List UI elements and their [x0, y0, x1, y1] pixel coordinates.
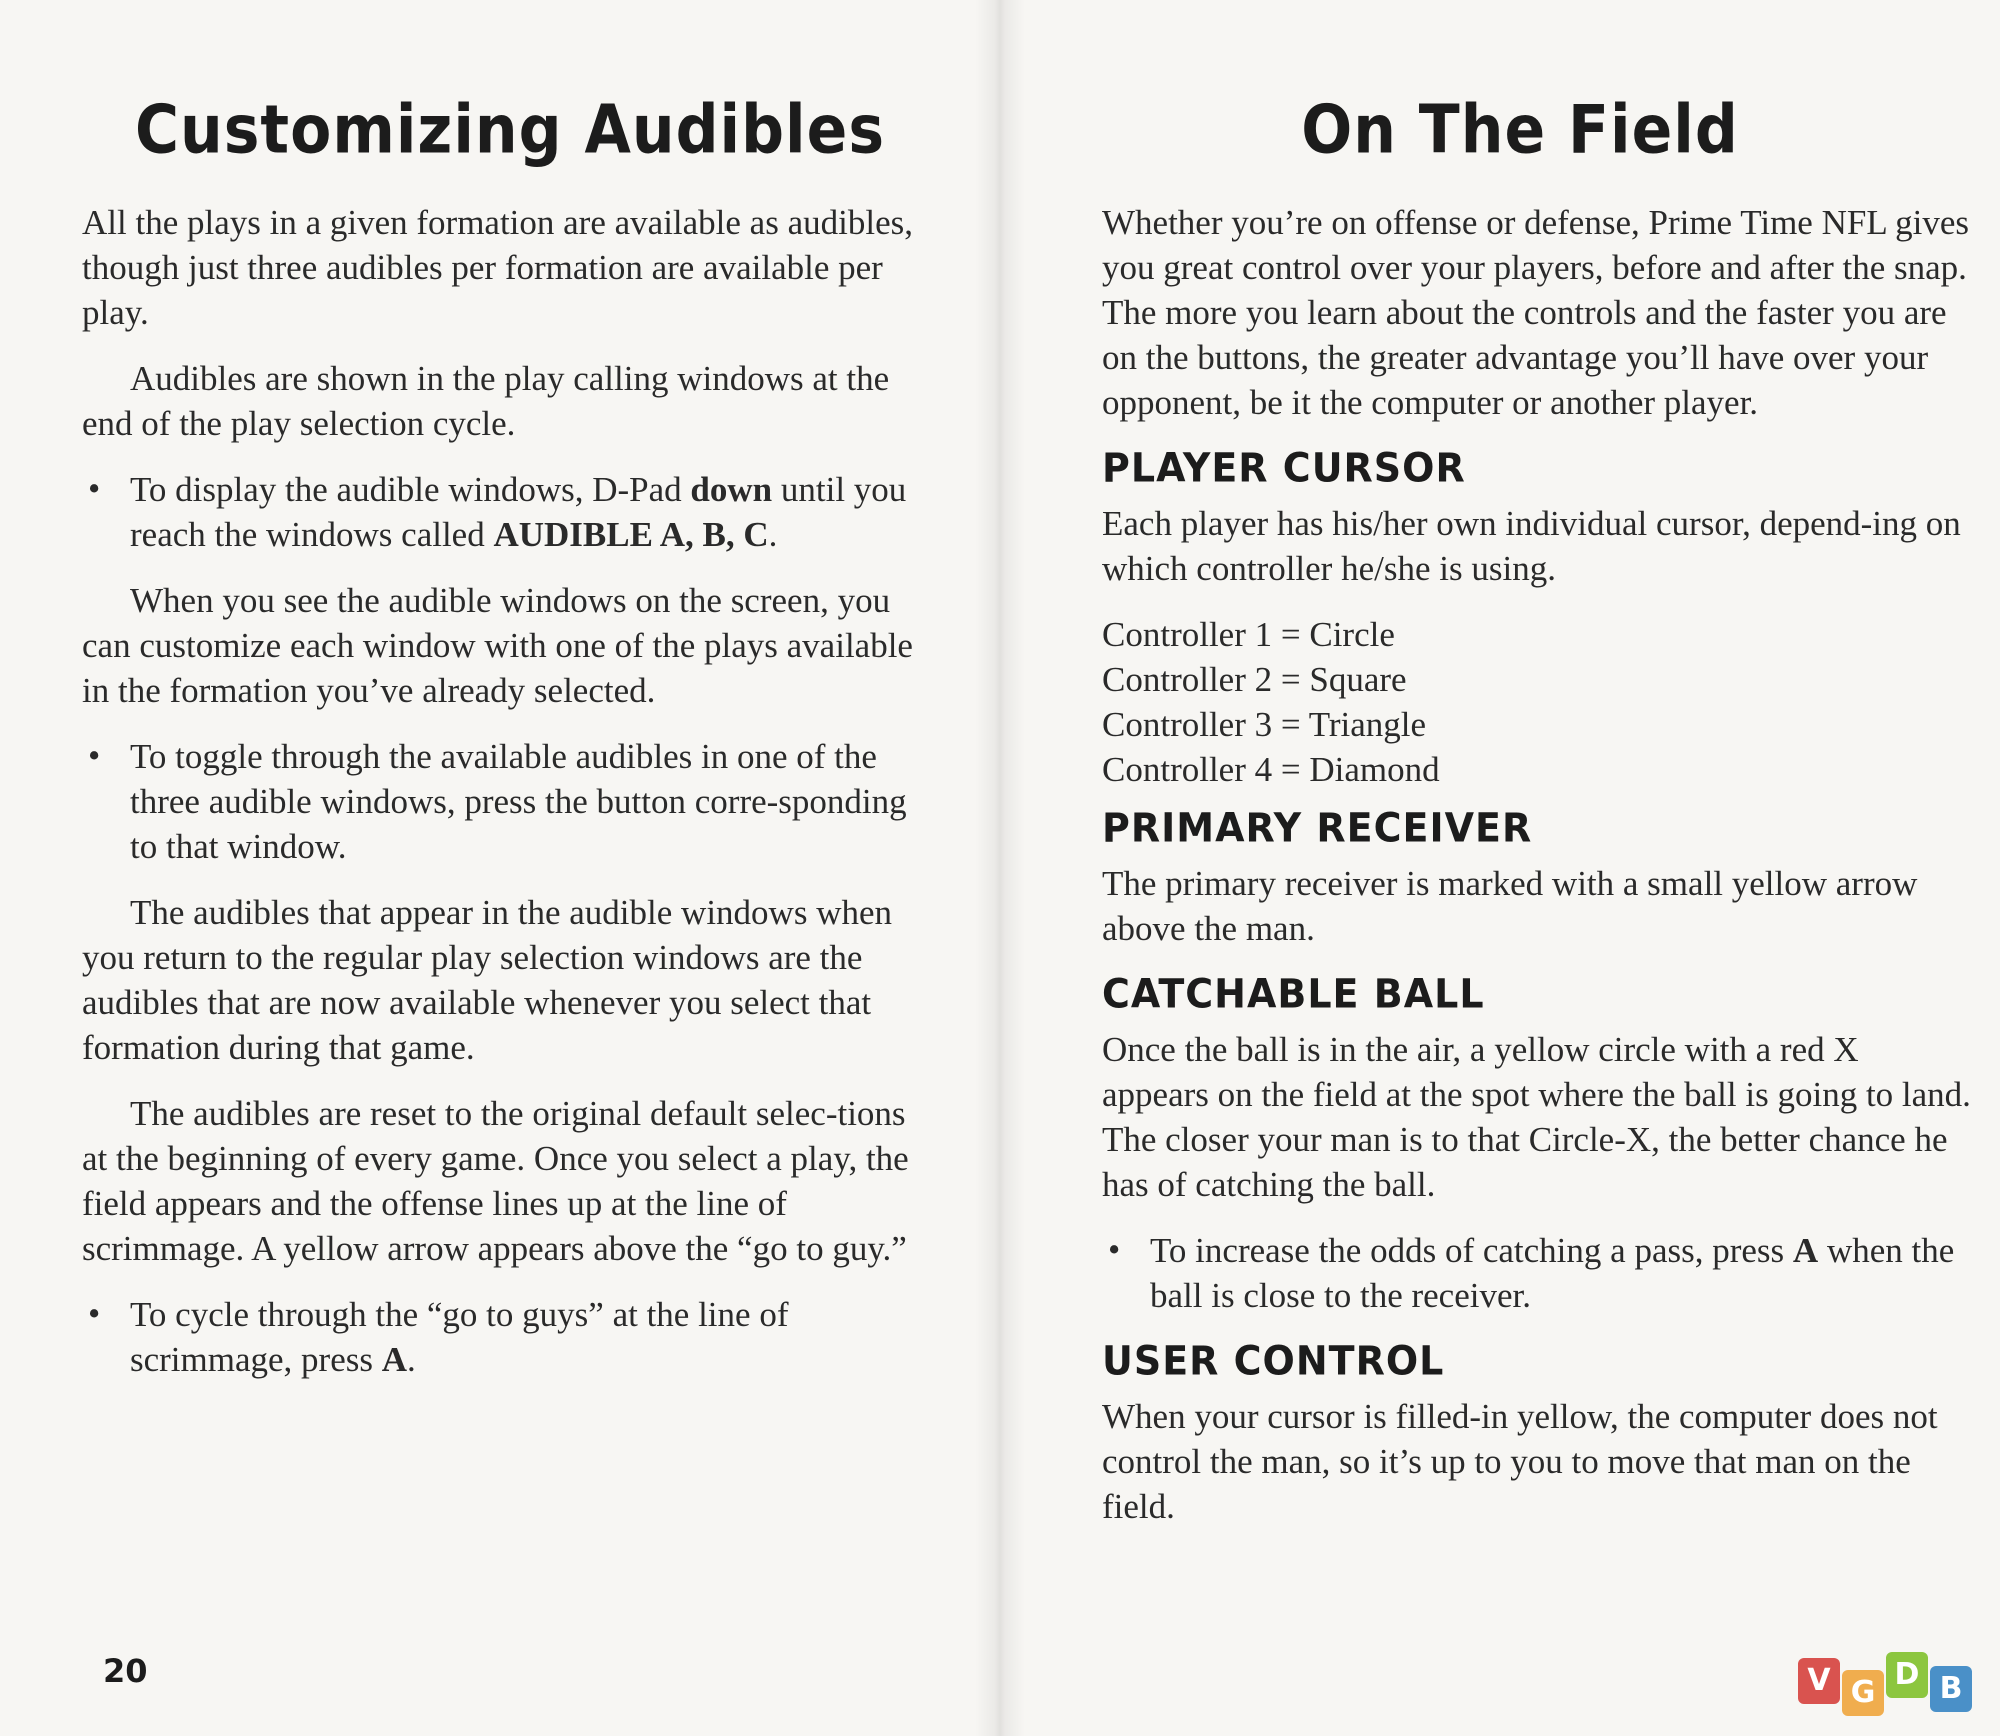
- bullet-icon: •: [88, 469, 101, 508]
- bullet-item: [82, 1292, 922, 1382]
- paragraph: All the plays in a given formation are available as audibles, though just three audibles per formation are available per play.: [82, 203, 913, 332]
- section-heading: PLAYER CURSOR: [1102, 444, 1466, 492]
- section-heading: PRIMARY RECEIVER: [1102, 804, 1533, 852]
- bullet-text: .: [407, 1340, 416, 1379]
- paragraph: When you see the audible windows on the screen, you can customize each window with one of the plays available in the formation you’ve already selected.: [82, 581, 913, 710]
- paragraph: Each player has his/her own individual cursor, depend-ing on which controller he/she is using.: [1102, 504, 1961, 588]
- right-page-body: [1102, 200, 1972, 1550]
- left-page: [0, 0, 990, 1736]
- controller-list: [1102, 612, 1972, 792]
- controller-item: Controller 2 = Square: [1102, 660, 1407, 699]
- logo-tile: B: [1930, 1666, 1972, 1712]
- vgdb-logo-icon: [1798, 1652, 1988, 1722]
- bold-text: down: [690, 470, 773, 509]
- left-page-title: Customizing Audibles: [134, 90, 886, 170]
- bullet-icon: •: [88, 736, 101, 775]
- paragraph: Once the ball is in the air, a yellow circle with a red X appears on the field at the spot where the ball is going to land. The closer your man is to that Circle-X, the better chance he has of catching the ball.: [1102, 1030, 1971, 1204]
- logo-tile: G: [1842, 1670, 1884, 1716]
- bullet-text: .: [768, 515, 778, 554]
- paragraph: The audibles that appear in the audible windows when you return to the regular play selection windows are the audibles that are now available whenever you select that formation during that game.: [82, 893, 893, 1067]
- left-page-body: [82, 200, 922, 1403]
- bullet-icon: •: [1108, 1230, 1121, 1269]
- section-heading: CATCHABLE BALL: [1102, 970, 1485, 1018]
- paragraph: The primary receiver is marked with a small yellow arrow above the man.: [1102, 864, 1918, 948]
- bullet-text: until you reach the windows called: [130, 470, 907, 554]
- controller-item: Controller 3 = Triangle: [1102, 705, 1427, 744]
- paragraph: The audibles are reset to the original default selec-tions at the beginning of every game. Once you select a play, the field appears and the offense lines up at the line of scrimmage. A yellow arrow appears above the “go to guy.”: [82, 1094, 909, 1268]
- right-page: [1010, 0, 2000, 1736]
- right-page-title: On The Field: [1301, 90, 1739, 170]
- bullet-text: To cycle through the “go to guys” at the line of scrimmage, press: [130, 1295, 789, 1379]
- bold-text: A: [1792, 1231, 1819, 1270]
- paragraph: Whether you’re on offense or defense, Prime Time NFL gives you great control over your players, before and after the snap. The more you learn about the controls and the faster you are on the buttons, the greater advantage you’ll have over your opponent, be it the computer or another player.: [1102, 203, 1970, 422]
- bold-text: AUDIBLE A, B, C: [493, 515, 769, 554]
- bold-text: A: [381, 1340, 408, 1379]
- bullet-text: To toggle through the available audibles in one of the three audible windows, press the button corre-sponding to that window.: [130, 737, 907, 866]
- bullet-item: [82, 734, 922, 869]
- bullet-text: To display the audible windows, D-Pad: [130, 470, 691, 509]
- bullet-text: when the ball is close to the receiver.: [1150, 1231, 1955, 1315]
- controller-item: Controller 4 = Diamond: [1102, 750, 1440, 789]
- section-heading: USER CONTROL: [1102, 1337, 1445, 1385]
- paragraph: When your cursor is filled-in yellow, the computer does not control the man, so it’s up to you to move that man on the field.: [1102, 1397, 1938, 1526]
- bullet-text: To increase the odds of catching a pass, press: [1150, 1231, 1793, 1270]
- controller-item: Controller 1 = Circle: [1102, 615, 1395, 654]
- bullet-item: [82, 467, 922, 557]
- bullet-icon: •: [88, 1294, 101, 1333]
- bullet-item: [1102, 1228, 1972, 1318]
- logo-tile: V: [1798, 1658, 1840, 1704]
- logo-tile: D: [1886, 1652, 1928, 1698]
- page-number: 20: [103, 1652, 148, 1690]
- paragraph: Audibles are shown in the play calling windows at the end of the play selection cycle.: [82, 359, 890, 443]
